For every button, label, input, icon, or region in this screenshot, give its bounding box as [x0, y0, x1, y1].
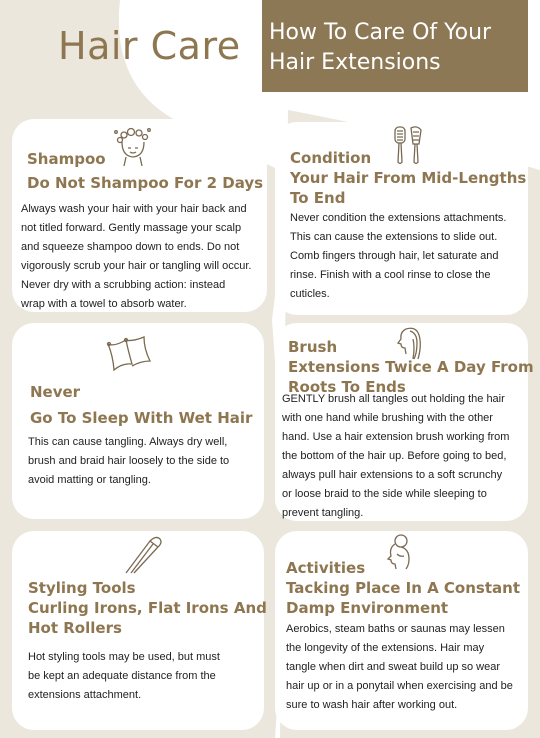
body-line: not titled forward. Gently massage your scalp — [21, 222, 242, 234]
condition-heading-subtitle-2: To End — [290, 189, 346, 207]
body-line: always pull hair extensions to a soft scrunchy — [282, 469, 503, 481]
styling-tools-heading-subtitle-2: Hot Rollers — [28, 619, 122, 637]
body-line: avoid matting or tangling. — [28, 474, 151, 486]
body-line: brush and braid hair loosely to the side to — [28, 455, 230, 467]
body-line: or loose braid to the side while sleeping to — [282, 488, 487, 500]
body-line: Never dry with a scrubbing action: instead — [21, 279, 226, 291]
condition-body — [290, 209, 506, 304]
body-line: Comb fingers through hair, let saturate and — [290, 250, 499, 262]
body-line: tangle when dirt and sweat build up so wear — [286, 661, 501, 673]
brush-heading-subtitle: Extensions Twice A Day From — [288, 358, 534, 376]
body-line: hair up or in a ponytail when exercising and be — [286, 680, 513, 692]
styling-tools-heading — [28, 578, 267, 638]
body-line: extensions attachment. — [28, 689, 142, 701]
activities-heading — [286, 558, 520, 618]
condition-heading-label: Condition — [290, 149, 372, 167]
activities-heading-label: Activities — [286, 559, 366, 577]
never-heading-subtitle: Go To Sleep With Wet Hair — [30, 409, 253, 427]
body-line: the bottom of the hair up. Before going to bed, — [282, 450, 507, 462]
styling-tools-heading-subtitle: Curling Irons, Flat Irons And — [28, 599, 267, 617]
brush-body — [282, 390, 509, 523]
body-line: Always wash your hair with your hair back and — [21, 203, 247, 215]
shampoo-heading-subtitle: Do Not Shampoo For 2 Days — [27, 174, 264, 192]
shampoo-body — [21, 200, 252, 314]
subtitle-line-2: Hair Extensions — [269, 50, 441, 75]
body-line: Aerobics, steam baths or saunas may lessen — [286, 623, 505, 635]
body-line: GENTLY brush all tangles out holding the hair — [282, 393, 505, 405]
body-line: with one hand while brushing with the other — [282, 412, 493, 424]
never-heading — [30, 379, 252, 431]
body-line: prevent tangling. — [282, 507, 364, 519]
styling-tools-heading-label: Styling Tools — [28, 579, 136, 597]
condition-heading-subtitle: Your Hair From Mid-Lengths — [290, 169, 527, 187]
main-title: Hair Care — [58, 24, 241, 68]
body-line: the longevity of the extensions. Hair may — [286, 642, 485, 654]
body-line: This can cause tangling. Always dry well, — [28, 436, 228, 448]
body-line: vigorously scrub your hair or tangling will occur. — [21, 260, 252, 272]
never-body — [28, 433, 229, 490]
body-line: hand. Use a hair extension brush working from — [282, 431, 510, 443]
pillows-icon — [104, 334, 154, 374]
subtitle-box — [262, 0, 528, 92]
body-line: be kept an adequate distance from the — [28, 670, 216, 682]
body-line: This can cause the extensions to slide out. — [290, 231, 498, 243]
brush-heading-subtitle-2: Roots To Ends — [288, 378, 406, 396]
condition-heading — [290, 148, 526, 208]
body-line: and squeeze shampoo down to ends. Do not — [21, 241, 240, 253]
styling-tools-body — [28, 648, 220, 705]
body-line: wrap with a towel to absorb water. — [21, 298, 187, 310]
subtitle-line-1: How To Care Of Your — [269, 20, 492, 45]
body-line: rinse. Finish with a cool rinse to close the — [290, 269, 491, 281]
shampoo-heading-label: Shampoo — [27, 150, 106, 168]
never-heading-label: Never — [30, 383, 81, 401]
flat-iron-icon — [122, 535, 164, 575]
shampoo-heading — [27, 147, 263, 195]
body-line: sure to wash hair after working out. — [286, 699, 458, 711]
body-line: Hot styling tools may be used, but must — [28, 651, 220, 663]
activities-body — [286, 620, 513, 715]
activities-heading-subtitle-2: Damp Environment — [286, 599, 449, 617]
activities-heading-subtitle: Tacking Place In A Constant — [286, 579, 520, 597]
body-line: Never condition the extensions attachments. — [290, 212, 507, 224]
brush-heading-label: Brush — [288, 338, 338, 356]
brush-heading — [288, 337, 534, 397]
body-line: cuticles. — [290, 288, 330, 300]
